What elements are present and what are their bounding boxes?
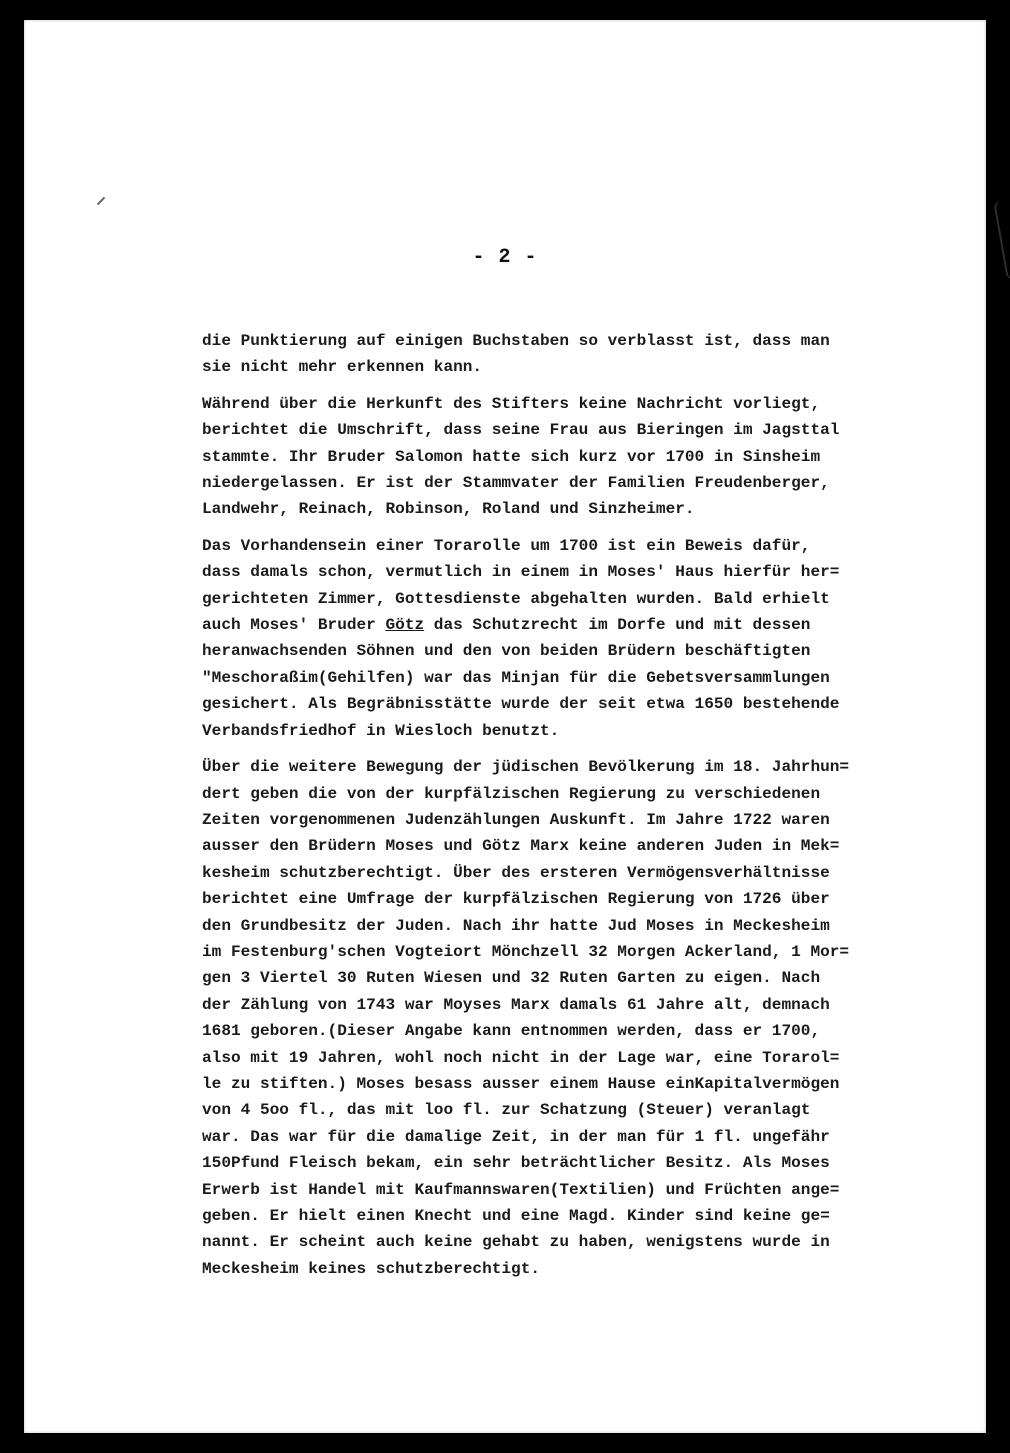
page-number: - 2 -	[472, 246, 538, 269]
text-line: von 4 5oo fl., das mit loo fl. zur Schatzung (Steuer) veranlagt	[202, 1101, 811, 1120]
text-line: gesichert. Als Begräbnisstätte wurde der seit etwa 1650 bestehende	[202, 695, 840, 714]
paragraph	[202, 328, 962, 381]
text-line: sie nicht mehr erkennen kann.	[202, 358, 483, 377]
text-line: Während über die Herkunft des Stifters keine Nachricht vorliegt,	[202, 394, 821, 413]
text-line: Erwerb ist Handel mit Kaufmannswaren(Textilien) und Früchten ange=	[202, 1180, 840, 1199]
underlined-name: Götz	[385, 616, 425, 635]
text-line: heranwachsenden Söhnen und den von beiden Brüdern beschäftigten	[202, 642, 811, 661]
text-line: Meckesheim keines schutzberechtigt.	[202, 1259, 541, 1278]
text-line: 150Pfund Fleisch bekam, ein sehr beträchtlicher Besitz. Als Moses	[202, 1154, 830, 1173]
text-line: die Punktierung auf einigen Buchstaben so verblasst ist, dass man	[202, 332, 830, 350]
text-line: Über die weitere Bewegung der jüdischen Bevölkerung im 18. Jahrhun=	[202, 758, 850, 777]
text-line: gen 3 Viertel 30 Ruten Wiesen und 32 Ruten Garten zu eigen. Nach	[202, 969, 821, 988]
text-line: "Meschoraßim(Gehilfen) war das Minjan für die Gebetsversammlungen	[202, 668, 830, 687]
paragraph	[202, 391, 962, 523]
scan-speck	[97, 197, 105, 205]
text-line: dass damals schon, vermutlich in einem in Moses' Haus hierfür her=	[202, 563, 840, 582]
text-line: den Grundbesitz der Juden. Nach ihr hatte Jud Moses in Meckesheim	[202, 916, 830, 935]
text-line: Landwehr, Reinach, Robinson, Roland und Sinzheimer.	[202, 500, 695, 519]
text-line: gerichteten Zimmer, Gottesdienste abgehalten wurden. Bald erhielt	[202, 589, 830, 608]
paragraph	[202, 754, 962, 1282]
text-line: Zeiten vorgenommenen Judenzählungen Auskunft. Im Jahre 1722 waren	[202, 810, 830, 829]
text-segment: das Schutzrecht im Dorfe und mit dessen	[424, 616, 811, 635]
text-line: im Festenburg'schen Vogteiort Mönchzell 32 Morgen Ackerland, 1 Mor=	[202, 942, 850, 961]
text-segment: auch Moses' Bruder	[202, 616, 386, 635]
text-line: war. Das war für die damalige Zeit, in der man für 1 fl. ungefähr	[202, 1127, 830, 1146]
text-line: 1681 geboren.(Dieser Angabe kann entnommen werden, dass er 1700,	[202, 1022, 821, 1041]
text-line: Verbandsfriedhof in Wiesloch benutzt.	[202, 721, 560, 740]
text-line: der Zählung von 1743 war Moyses Marx damals 61 Jahre alt, demnach	[202, 995, 830, 1014]
text-line: niedergelassen. Er ist der Stammvater der Familien Freudenberger,	[202, 474, 830, 493]
text-line: kesheim schutzberechtigt. Über des ersteren Vermögensverhältnisse	[202, 863, 830, 882]
text-line: geben. Er hielt einen Knecht und eine Magd. Kinder sind keine ge=	[202, 1207, 830, 1225]
text-line: ausser den Brüdern Moses und Götz Marx keine anderen Juden in Mek=	[202, 837, 840, 856]
paragraph	[202, 533, 962, 744]
text-line: stammte. Ihr Bruder Salomon hatte sich kurz vor 1700 in Sinsheim	[202, 447, 821, 466]
text-line: berichtet die Umschrift, dass seine Frau aus Bieringen im Jagsttal	[202, 421, 840, 440]
text-line: nannt. Er scheint auch keine gehabt zu haben, wenigstens wurde in	[202, 1233, 830, 1252]
text-line	[202, 612, 962, 638]
text-line: Das Vorhandensein einer Torarolle um 1700 ist ein Beweis dafür,	[202, 536, 811, 555]
text-line: also mit 19 Jahren, wohl noch nicht in der Lage war, eine Torarol=	[202, 1048, 840, 1067]
text-line: le zu stiften.) Moses besass ausser einem Hause einKapitalvermögen	[202, 1074, 840, 1093]
document-body	[202, 328, 962, 1292]
text-line: dert geben die von der kurpfälzischen Regierung zu verschiedenen	[202, 784, 821, 803]
text-line: berichtet eine Umfrage der kurpfälzischen Regierung von 1726 über	[202, 890, 830, 909]
